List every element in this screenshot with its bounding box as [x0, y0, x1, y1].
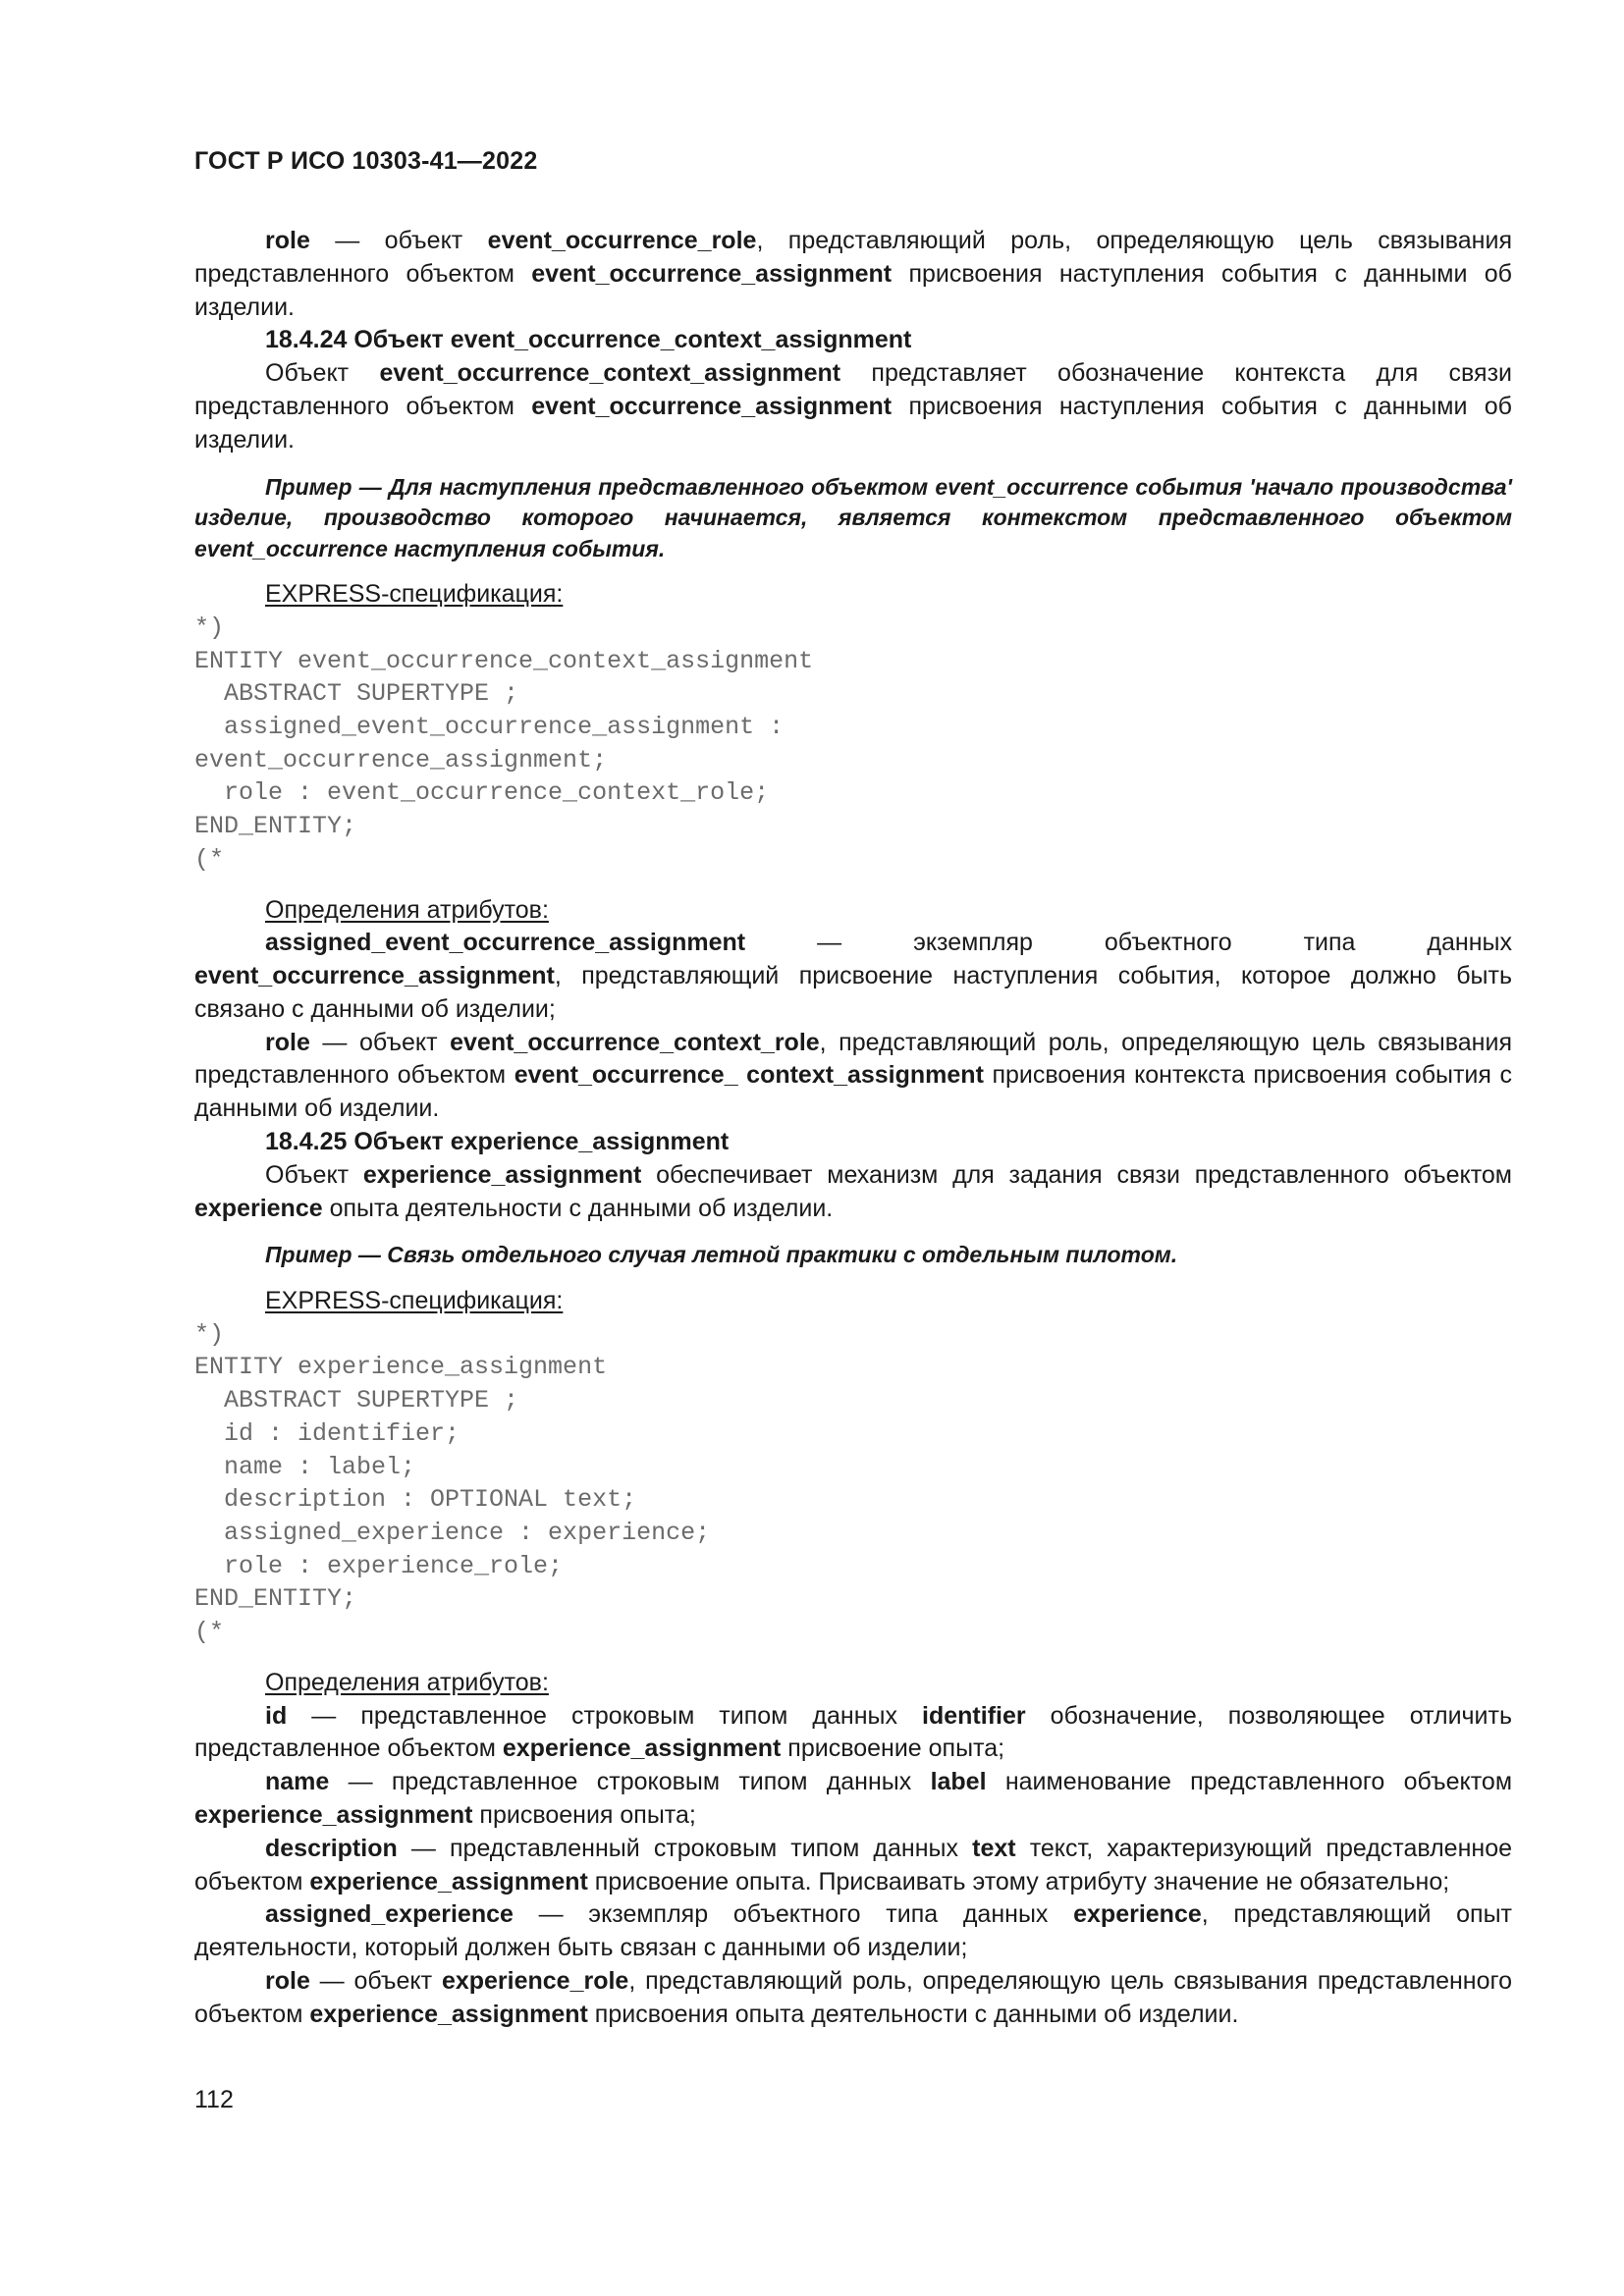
bold-term: experience_assignment	[194, 1800, 473, 1829]
attr-name-paragraph	[194, 1766, 1512, 1833]
standard-header: ГОСТ Р ИСО 10303-41—2022	[194, 147, 538, 175]
text-run: — представленный строковым типом данных	[397, 1834, 973, 1862]
text-run: текст, характеризующий представленное объектом	[194, 1834, 1512, 1896]
bold-term: experience_assignment	[362, 1160, 642, 1189]
express-code-block: *) ENTITY experience_assignment ABSTRACT SUPERTYPE ; id : identifier; name : label; description : OPTIONAL text; assigned_experience : experience; role : experience_role; END_ENTITY; (*	[194, 1319, 711, 1647]
bold-term: role	[265, 1966, 310, 1995]
text-run: обеспечивает механизм для задания связи представленного объектом	[641, 1160, 1512, 1189]
text-run: присвоения контекста присвоения события с данными об изделии.	[194, 1061, 1513, 1123]
section-heading-18-4-24: 18.4.24 Объект event_occurrence_context_assignment	[265, 326, 912, 354]
entity-description-paragraph	[194, 1159, 1512, 1226]
text-run: Объект	[265, 1160, 363, 1189]
section-heading-18-4-25: 18.4.25 Объект experience_assignment	[265, 1128, 730, 1156]
bold-term: assigned_experience	[265, 1900, 514, 1929]
document-body	[194, 225, 1512, 2032]
bold-term: description	[265, 1834, 398, 1862]
text-run: , представляющий роль, определяющую цель связывания представленного объектом	[194, 227, 1512, 288]
attr-description-paragraph	[194, 1833, 1512, 1899]
text-run: , представляющий присвоение наступления события, которое должно быть связано с данными об изделии;	[194, 962, 1512, 1023]
attr-assigned-paragraph	[194, 927, 1512, 1026]
bold-term: event_occurrence_assignment	[194, 962, 555, 990]
text-run: — объект	[309, 227, 488, 254]
attr-id-paragraph	[194, 1700, 1512, 1767]
bold-term: event_occurrence_assignment	[531, 259, 893, 288]
bold-term: role	[265, 1028, 310, 1056]
example-note: Пример — Связь отдельного случая летной практики с отдельным пилотом.	[265, 1242, 1178, 1268]
bold-term: event_occurrence_assignment	[531, 392, 893, 420]
text-run: присвоения наступления события с данными об изделии.	[194, 259, 1512, 321]
bold-term: experience_assignment	[309, 2000, 588, 2028]
attr-role-paragraph	[194, 225, 1512, 324]
attr-role-paragraph	[194, 1027, 1512, 1126]
text-run: обозначение, позволяющее отличить представленное объектом	[194, 1701, 1512, 1763]
bold-term: text	[972, 1834, 1016, 1862]
page-number: 112	[194, 2086, 234, 2113]
text-run: , представляющий роль, определяющую цель связывания представленного объектом	[194, 1028, 1512, 1090]
example-note: Пример — Для наступления представленного объектом event_occurrence события 'начало производства' изделие, производство которого начинается, является контекстом представленного объектом event_occurrence наступления события.	[194, 473, 1512, 561]
bold-term: event_occurrence_context_role	[450, 1028, 820, 1056]
text-run: присвоение опыта. Присваивать этому атрибуту значение не обязательно;	[587, 1867, 1450, 1896]
text-run: присвоения опыта деятельности с данными об изделии.	[587, 2000, 1239, 2028]
entity-description-paragraph	[194, 357, 1512, 456]
bold-term: experience_assignment	[309, 1867, 588, 1896]
express-label: EXPRESS-спецификация:	[265, 580, 564, 609]
attr-assigned-experience-paragraph	[194, 1898, 1512, 1965]
text-run: , представляющий роль, определяющую цель связывания представленного объектом	[194, 1966, 1512, 2028]
bold-term: identifier	[922, 1701, 1026, 1730]
text-run: — экземпляр объектного типа данных	[745, 929, 1512, 957]
text-run: — представленное строковым типом данных	[287, 1701, 923, 1730]
text-run: опыта деятельности с данными об изделии.	[322, 1194, 834, 1222]
text-run: наименование представленного объектом	[986, 1768, 1513, 1796]
bold-term: label	[930, 1768, 987, 1796]
bold-term: event_occurrence_role	[487, 227, 757, 254]
bold-term: experience	[194, 1194, 323, 1222]
text-run: — объект	[309, 1966, 442, 1995]
attributes-label: Определения атрибутов:	[265, 1668, 549, 1696]
bold-term: event_occurrence_context_assignment	[379, 359, 841, 388]
express-code-block: *) ENTITY event_occurrence_context_assignment ABSTRACT SUPERTYPE ; assigned_event_occurrence_assignment : event_occurrence_assignment; role : event_occurrence_context_role; END_ENTITY; (*	[194, 613, 814, 874]
text-run: — представленное строковым типом данных	[329, 1768, 931, 1796]
text-run: присвоения опыта;	[472, 1800, 696, 1829]
bold-term: experience	[1073, 1900, 1202, 1929]
bold-term: experience_role	[441, 1966, 629, 1995]
text-run: присвоения наступления события с данными об изделии.	[194, 392, 1512, 454]
bold-term: id	[265, 1701, 288, 1730]
bold-term: name	[265, 1768, 330, 1796]
text-run: присвоение опыта;	[781, 1735, 1005, 1763]
attr-role-paragraph	[194, 1965, 1512, 2032]
text-run: , представляющий опыт деятельности, который должен быть связан с данными об изделии;	[194, 1900, 1512, 1962]
text-run: Объект	[265, 359, 380, 388]
text-run: — экземпляр объектного типа данных	[513, 1900, 1074, 1929]
express-label: EXPRESS-спецификация:	[265, 1286, 564, 1314]
text-run: — объект	[309, 1028, 451, 1056]
bold-term: role	[265, 227, 310, 254]
bold-term: experience_assignment	[502, 1735, 782, 1763]
attributes-label: Определения атрибутов:	[265, 895, 549, 924]
text-run: представляет обозначение контекста для связи представленного объектом	[194, 359, 1513, 420]
bold-term: event_occurrence_ context_assignment	[514, 1061, 984, 1090]
bold-term: assigned_event_occurrence_assignment	[265, 929, 746, 957]
